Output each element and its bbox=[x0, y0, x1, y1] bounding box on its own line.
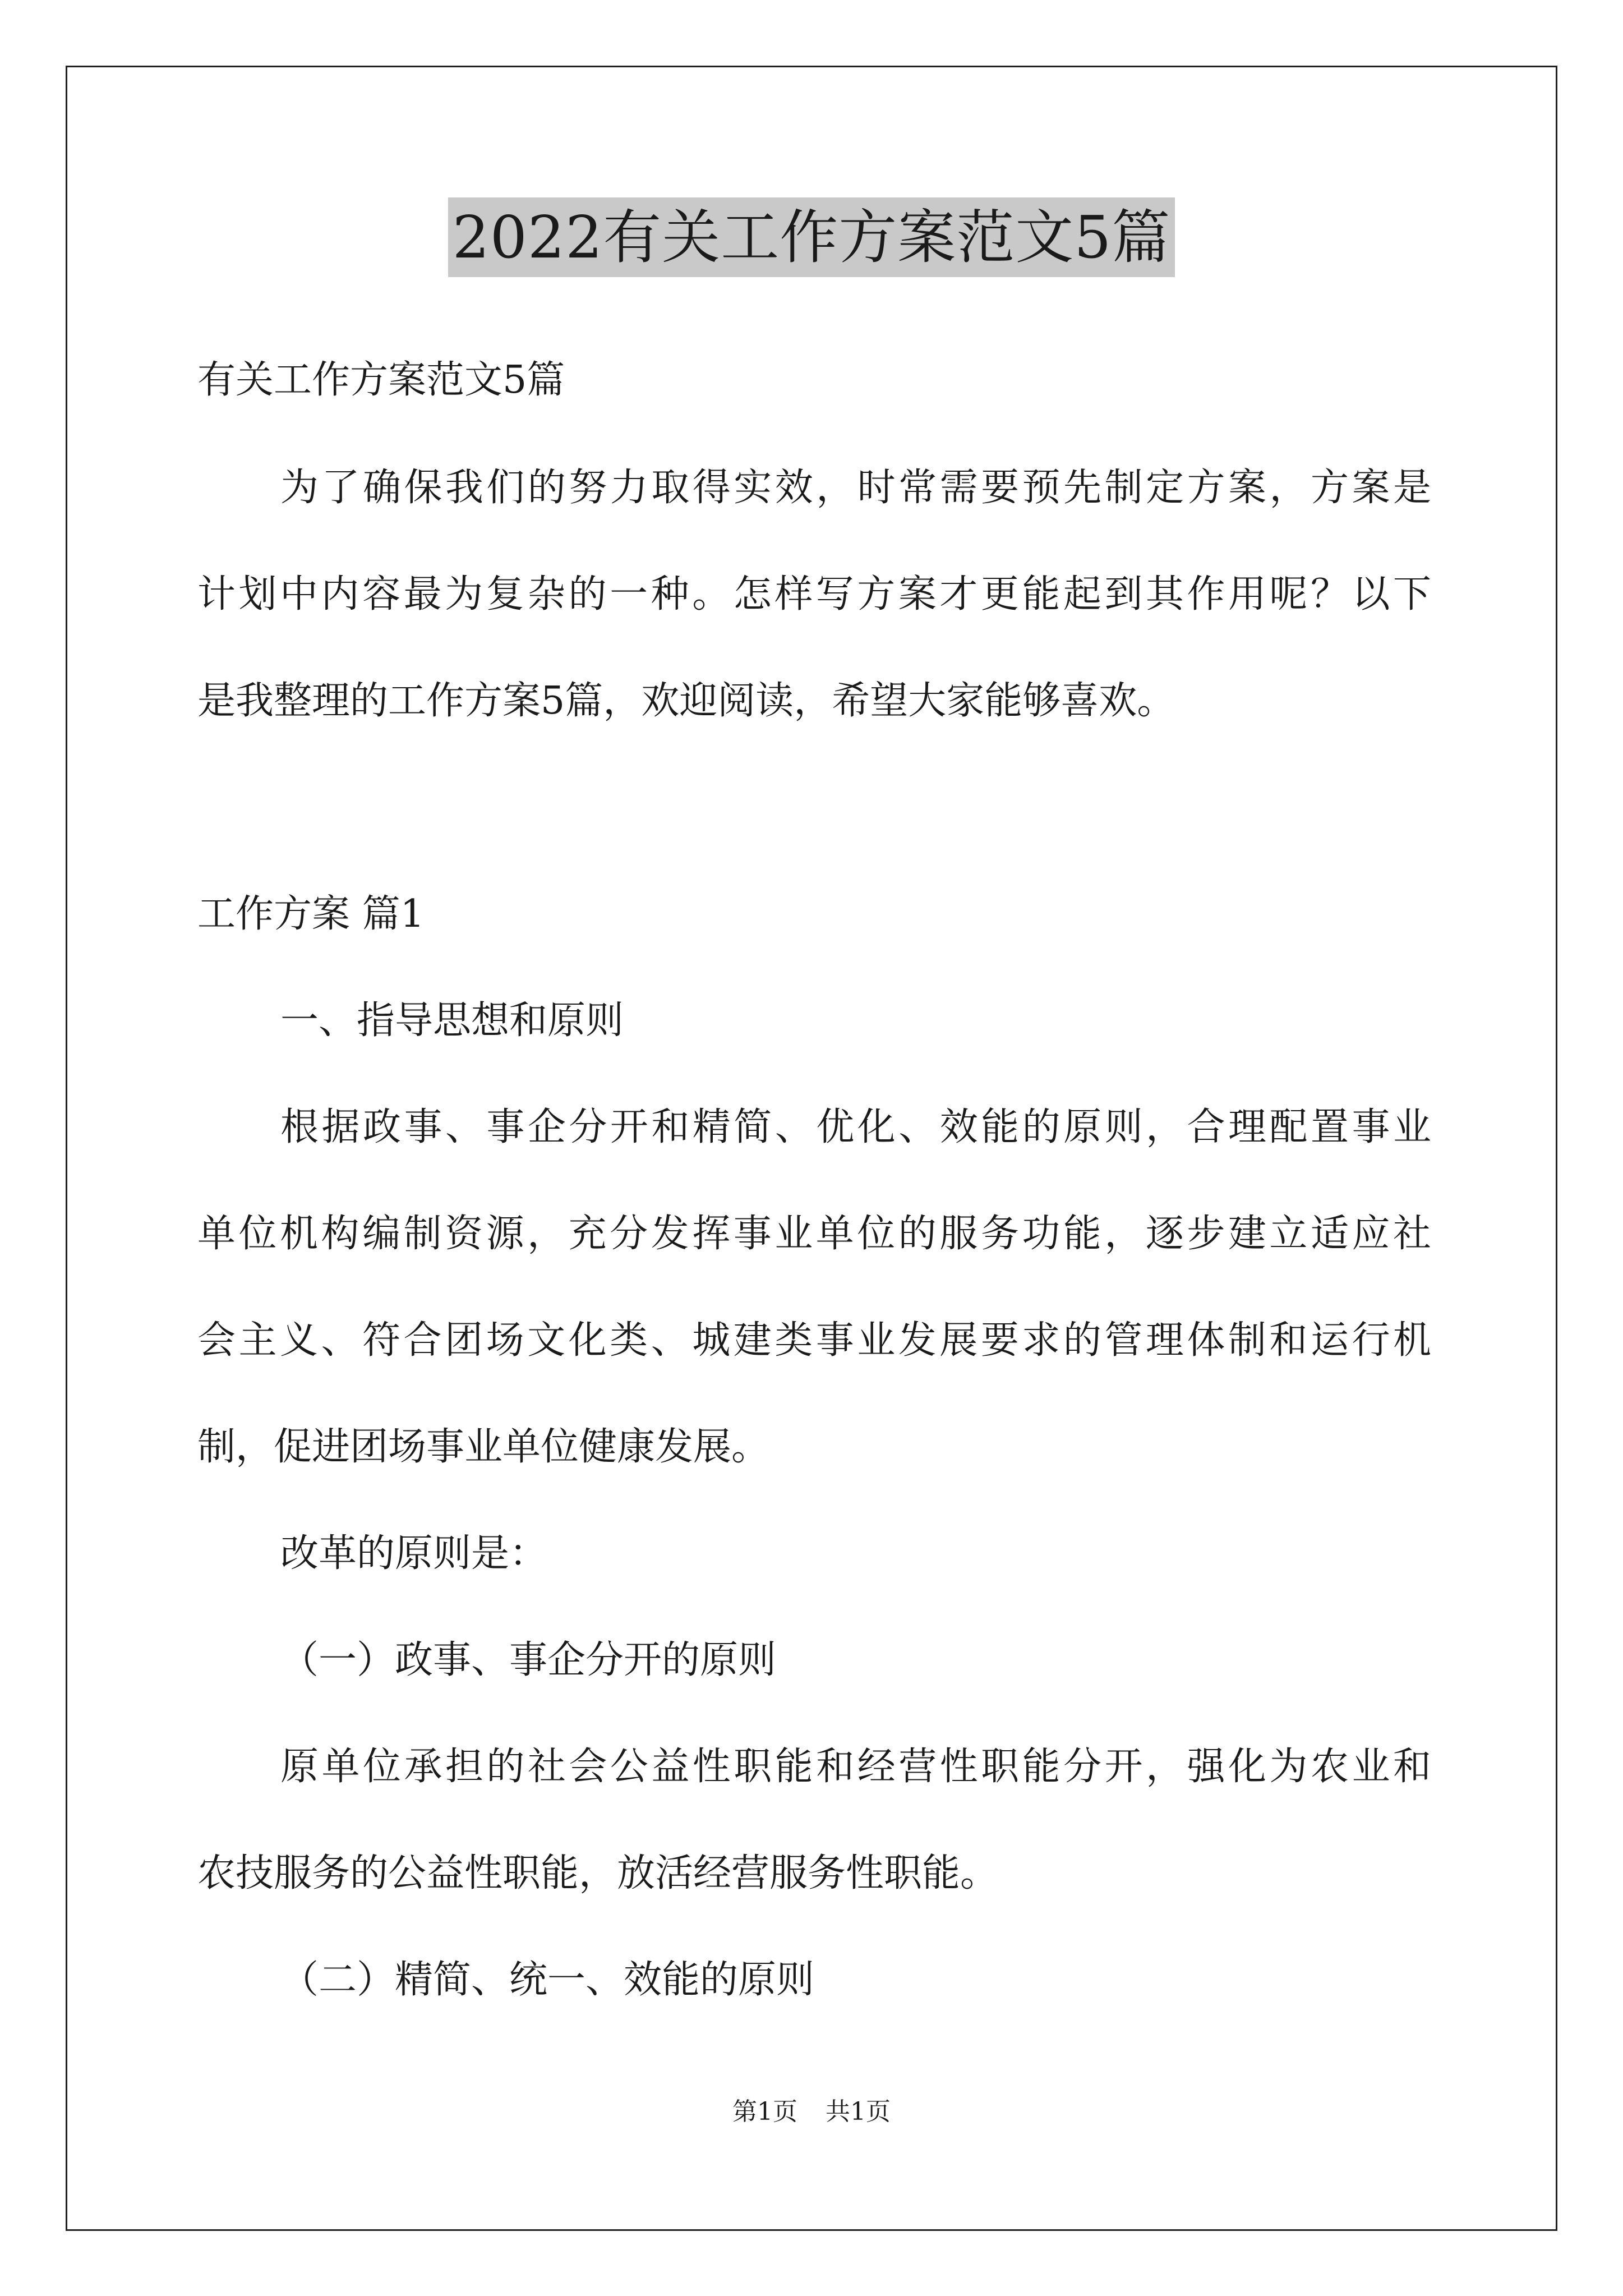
principle-heading: （一）政事、事企分开的原则 bbox=[280, 1638, 777, 1682]
principle-heading: （二）精简、统一、效能的原则 bbox=[280, 1958, 815, 2002]
section-heading: 工作方案 篇1 bbox=[197, 892, 425, 936]
page-total: 共1页 bbox=[826, 2097, 891, 2126]
reform-principle-label: 改革的原则是： bbox=[280, 1531, 548, 1576]
paragraph-line: 单位机构编制资源，充分发挥事业单位的服务功能，逐步建立适应社 bbox=[197, 1212, 1431, 1256]
page-number: 第1页 bbox=[732, 2097, 797, 2126]
page-footer bbox=[0, 2095, 1623, 2129]
paragraph-line: 会主义、符合团场文化类、城建类事业发展要求的管理体制和运行机 bbox=[197, 1318, 1431, 1363]
heading-guiding-principles: 一、指导思想和原则 bbox=[280, 999, 624, 1043]
paragraph-line: 制，促进团场事业单位健康发展。 bbox=[197, 1425, 770, 1469]
paragraph-line: 原单位承担的社会公益性职能和经营性职能分开，强化为农业和 bbox=[280, 1745, 1431, 1789]
intro-line: 计划中内容最为复杂的一种。怎样写方案才更能起到其作用呢？以下 bbox=[197, 572, 1431, 616]
paragraph-line: 农技服务的公益性职能，放活经营服务性职能。 bbox=[197, 1851, 999, 1895]
intro-line: 是我整理的工作方案5篇，欢迎阅读，希望大家能够喜欢。 bbox=[197, 679, 1175, 723]
subtitle: 有关工作方案范文5篇 bbox=[197, 358, 565, 402]
intro-line: 为了确保我们的努力取得实效，时常需要预先制定方案，方案是 bbox=[280, 466, 1431, 510]
paragraph-line: 根据政事、事企分开和精简、优化、效能的原则，合理配置事业 bbox=[280, 1105, 1431, 1149]
title-container bbox=[0, 197, 1623, 277]
document-title: 2022有关工作方案范文5篇 bbox=[448, 197, 1175, 277]
